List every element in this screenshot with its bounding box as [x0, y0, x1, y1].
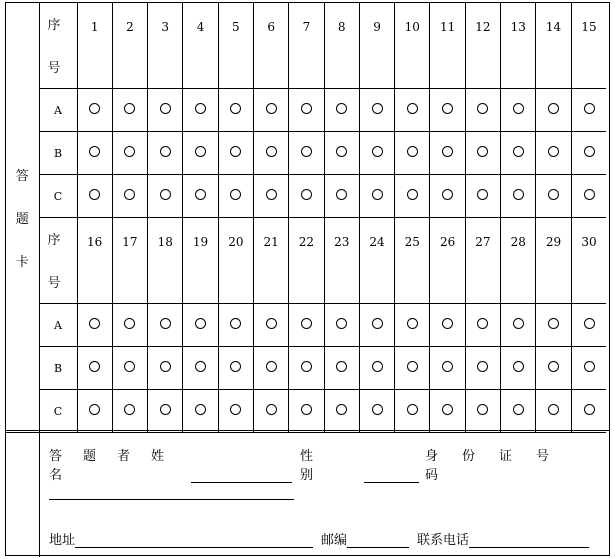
answer-bubble-cell — [218, 389, 253, 432]
answer-bubble-cell — [112, 346, 147, 389]
question-number-cell — [77, 217, 112, 303]
answer-bubble[interactable] — [548, 318, 559, 329]
answer-bubble-cell — [289, 131, 324, 174]
question-number: 12 — [475, 20, 491, 35]
header-label-char: 号 — [47, 276, 61, 291]
question-number: 5 — [232, 20, 240, 35]
gender-label: 性 别 — [300, 449, 355, 483]
answer-bubble[interactable] — [584, 361, 595, 372]
answer-bubble-cell — [253, 389, 288, 432]
question-number-cell — [536, 217, 571, 303]
question-number-cell — [289, 217, 324, 303]
answer-bubble[interactable] — [407, 404, 418, 415]
option-label: C — [53, 189, 63, 203]
answer-bubble-cell — [359, 346, 394, 389]
answer-bubble[interactable] — [230, 103, 241, 114]
answer-bubble-cell — [183, 131, 218, 174]
answer-bubble[interactable] — [301, 103, 312, 114]
answer-bubble-cell — [465, 346, 500, 389]
question-number: 14 — [545, 20, 562, 35]
question-number: 10 — [404, 20, 420, 35]
question-number-cell — [112, 3, 147, 88]
answer-bubble[interactable] — [477, 318, 488, 329]
answer-bubble-cell — [148, 131, 183, 174]
question-number-cell — [465, 3, 500, 88]
answer-bubble-cell — [359, 389, 394, 432]
answer-bubble[interactable] — [407, 189, 418, 200]
answer-bubble-cell — [218, 303, 253, 346]
answer-bubble[interactable] — [266, 404, 277, 415]
answer-bubble[interactable] — [372, 189, 383, 200]
name-field[interactable] — [191, 468, 292, 483]
answer-card — [5, 2, 610, 556]
answer-bubble[interactable] — [301, 361, 312, 372]
question-number: 20 — [228, 235, 244, 249]
answer-bubble[interactable] — [160, 189, 171, 200]
answer-bubble-cell — [465, 174, 500, 217]
answer-bubble-cell — [501, 174, 536, 217]
answer-bubble-cell — [218, 131, 253, 174]
id-number-field[interactable] — [49, 485, 294, 500]
question-number: 23 — [334, 235, 350, 249]
question-number-cell — [253, 217, 288, 303]
answer-bubble[interactable] — [266, 318, 277, 329]
answer-bubble-cell — [77, 131, 112, 174]
answer-bubble-cell — [571, 131, 606, 174]
answer-bubble[interactable] — [584, 318, 595, 329]
question-number-cell — [183, 217, 218, 303]
question-number-cell — [536, 3, 571, 88]
answer-bubble[interactable] — [301, 318, 312, 329]
answer-bubble[interactable] — [266, 146, 277, 157]
answer-bubble[interactable] — [195, 361, 206, 372]
question-number-cell — [571, 3, 606, 88]
question-number-cell — [148, 3, 183, 88]
question-number: 25 — [404, 235, 420, 249]
id-number-label: 身份证号码 — [425, 449, 574, 483]
answer-bubble-cell — [183, 174, 218, 217]
answer-bubble[interactable] — [89, 318, 100, 329]
side-label-char: 答 — [15, 168, 29, 184]
option-label: B — [53, 361, 63, 375]
answer-bubble[interactable] — [160, 146, 171, 157]
answer-bubble-cell — [183, 389, 218, 432]
answer-bubble[interactable] — [160, 103, 171, 114]
answer-bubble-cell — [430, 346, 465, 389]
question-number-cell — [501, 217, 536, 303]
answer-bubble[interactable] — [407, 146, 418, 157]
answer-bubble[interactable] — [230, 361, 241, 372]
question-number: 16 — [87, 235, 103, 249]
answer-bubble-cell — [148, 346, 183, 389]
answer-bubble-cell — [324, 174, 359, 217]
name-row — [49, 445, 602, 483]
answer-bubble[interactable] — [124, 361, 135, 372]
answer-bubble[interactable] — [584, 404, 595, 415]
answer-bubble[interactable] — [124, 318, 135, 329]
answer-bubble[interactable] — [548, 189, 559, 200]
question-number: 3 — [161, 20, 170, 35]
answer-bubble-cell — [289, 389, 324, 432]
answer-bubble[interactable] — [477, 189, 488, 200]
answer-bubble-cell — [112, 389, 147, 432]
question-number: 15 — [581, 20, 597, 35]
answer-bubble-cell — [253, 88, 288, 131]
answer-bubble-cell — [501, 389, 536, 432]
answer-bubble-cell — [501, 131, 536, 174]
option-label-cell — [39, 88, 77, 131]
question-number-cell — [571, 217, 606, 303]
answer-bubble[interactable] — [513, 404, 524, 415]
answer-bubble[interactable] — [442, 318, 453, 329]
answer-bubble[interactable] — [442, 361, 453, 372]
option-label: A — [54, 103, 62, 117]
answer-bubble-cell — [253, 346, 288, 389]
answer-bubble[interactable] — [89, 146, 100, 157]
answer-bubble-cell — [77, 174, 112, 217]
answer-bubble[interactable] — [301, 189, 312, 200]
question-number: 13 — [510, 20, 526, 35]
answer-bubble-cell — [218, 88, 253, 131]
phone-label: 联系电话 — [417, 533, 470, 548]
answer-bubble-cell — [324, 303, 359, 346]
answer-bubble-cell — [112, 131, 147, 174]
id-number-row — [49, 485, 294, 500]
answer-bubble[interactable] — [513, 318, 524, 329]
question-number: 9 — [373, 20, 381, 35]
answer-bubble-cell — [112, 303, 147, 346]
answer-bubble-cell — [77, 389, 112, 432]
question-number: 2 — [126, 20, 134, 35]
answer-bubble[interactable] — [407, 361, 418, 372]
answer-bubble-cell — [536, 88, 571, 131]
question-number: 30 — [581, 235, 597, 249]
answer-bubble-cell — [324, 131, 359, 174]
answer-card-side-label — [6, 3, 39, 432]
answer-bubble[interactable] — [124, 103, 135, 114]
answer-bubble[interactable] — [372, 146, 383, 157]
answer-bubble-cell — [218, 346, 253, 389]
answer-grid — [6, 3, 606, 433]
answer-bubble[interactable] — [513, 189, 524, 200]
header-label-cell — [39, 3, 77, 88]
answer-bubble-cell — [465, 131, 500, 174]
answer-bubble[interactable] — [372, 318, 383, 329]
answer-bubble[interactable] — [407, 318, 418, 329]
answer-bubble-cell — [324, 88, 359, 131]
side-label-char: 题 — [15, 211, 29, 227]
answer-bubble[interactable] — [195, 404, 206, 415]
answer-bubble[interactable] — [477, 103, 488, 114]
answer-bubble[interactable] — [513, 146, 524, 157]
answer-bubble-cell — [571, 88, 606, 131]
answer-bubble[interactable] — [89, 361, 100, 372]
answer-bubble[interactable] — [442, 146, 453, 157]
question-number-cell — [218, 217, 253, 303]
question-number: 22 — [298, 235, 315, 249]
question-number-cell — [77, 3, 112, 88]
header-label-char: 序 — [47, 233, 61, 248]
answer-bubble[interactable] — [442, 189, 453, 200]
answer-bubble[interactable] — [195, 189, 206, 200]
question-number-cell — [395, 217, 430, 303]
answer-bubble[interactable] — [336, 103, 347, 114]
answer-bubble-cell — [395, 346, 430, 389]
answer-bubble[interactable] — [89, 103, 100, 114]
answer-bubble[interactable] — [548, 103, 559, 114]
answer-bubble-cell — [253, 174, 288, 217]
option-label-cell — [39, 174, 77, 217]
footer-side-divider — [39, 431, 40, 557]
answer-bubble-cell — [571, 174, 606, 217]
answer-bubble[interactable] — [266, 189, 277, 200]
answer-bubble[interactable] — [230, 404, 241, 415]
answer-bubble-cell — [77, 346, 112, 389]
answer-bubble[interactable] — [266, 103, 277, 114]
question-number-cell — [465, 217, 500, 303]
answer-bubble-cell — [395, 303, 430, 346]
answer-bubble-cell — [430, 174, 465, 217]
question-number: 21 — [263, 235, 279, 249]
answer-bubble-cell — [465, 88, 500, 131]
answer-bubble-cell — [77, 303, 112, 346]
answer-bubble-cell — [430, 389, 465, 432]
answer-bubble-cell — [148, 389, 183, 432]
question-number-cell — [324, 217, 359, 303]
question-number: 19 — [192, 235, 209, 249]
question-number-cell — [395, 3, 430, 88]
answer-bubble[interactable] — [407, 103, 418, 114]
answer-bubble-cell — [395, 389, 430, 432]
answer-bubble[interactable] — [372, 404, 383, 415]
answer-bubble[interactable] — [584, 103, 595, 114]
answer-bubble[interactable] — [195, 103, 206, 114]
answer-bubble-cell — [148, 303, 183, 346]
answer-bubble[interactable] — [124, 146, 135, 157]
question-number-cell — [430, 217, 465, 303]
answer-bubble-cell — [324, 389, 359, 432]
answer-bubble-cell — [395, 88, 430, 131]
answer-bubble[interactable] — [336, 318, 347, 329]
answer-bubble[interactable] — [336, 146, 347, 157]
question-number: 28 — [510, 235, 526, 249]
question-number-cell — [289, 3, 324, 88]
answer-bubble-cell — [501, 346, 536, 389]
answer-bubble-cell — [571, 389, 606, 432]
answer-bubble-cell — [112, 88, 147, 131]
answer-bubble[interactable] — [195, 146, 206, 157]
question-number: 18 — [157, 235, 173, 249]
answer-bubble-cell — [148, 88, 183, 131]
answer-bubble-cell — [571, 346, 606, 389]
question-number: 7 — [302, 20, 311, 35]
answer-bubble[interactable] — [477, 361, 488, 372]
question-number-cell — [501, 3, 536, 88]
answer-bubble[interactable] — [372, 361, 383, 372]
question-number-cell — [430, 3, 465, 88]
answer-bubble[interactable] — [89, 404, 100, 415]
answer-bubble-cell — [112, 174, 147, 217]
header-label-cell — [39, 217, 77, 303]
postcode-label: 邮编 — [321, 533, 348, 548]
answer-bubble[interactable] — [230, 146, 241, 157]
name-label: 答题者姓名 — [49, 449, 186, 483]
answer-bubble-cell — [465, 389, 500, 432]
answer-bubble[interactable] — [124, 189, 135, 200]
answer-bubble-cell — [571, 303, 606, 346]
answer-bubble[interactable] — [336, 189, 347, 200]
question-number-cell — [324, 3, 359, 88]
answer-bubble[interactable] — [160, 318, 171, 329]
answer-bubble[interactable] — [160, 404, 171, 415]
answer-bubble-cell — [324, 346, 359, 389]
option-label: A — [54, 318, 62, 332]
answer-bubble[interactable] — [266, 361, 277, 372]
answer-bubble-cell — [77, 88, 112, 131]
answer-bubble[interactable] — [301, 404, 312, 415]
question-number: 17 — [122, 235, 138, 249]
answer-bubble-cell — [289, 174, 324, 217]
answer-bubble[interactable] — [548, 404, 559, 415]
question-number: 29 — [545, 235, 562, 249]
answer-bubble[interactable] — [548, 146, 559, 157]
answer-bubble[interactable] — [442, 404, 453, 415]
answer-bubble-cell — [359, 303, 394, 346]
question-number-cell — [218, 3, 253, 88]
answer-bubble[interactable] — [513, 103, 524, 114]
question-number: 6 — [267, 20, 275, 35]
answer-bubble[interactable] — [442, 103, 453, 114]
answer-bubble-cell — [501, 303, 536, 346]
answer-bubble-cell — [395, 131, 430, 174]
answer-bubble-cell — [289, 88, 324, 131]
answer-bubble[interactable] — [584, 146, 595, 157]
question-number-cell — [359, 3, 394, 88]
answer-bubble-cell — [395, 174, 430, 217]
answer-bubble[interactable] — [372, 103, 383, 114]
answer-bubble-cell — [148, 174, 183, 217]
answer-bubble[interactable] — [230, 189, 241, 200]
question-number: 8 — [337, 20, 346, 35]
answer-bubble-cell — [359, 88, 394, 131]
answer-bubble[interactable] — [477, 146, 488, 157]
question-number-cell — [253, 3, 288, 88]
answer-bubble-cell — [359, 174, 394, 217]
option-label-cell — [39, 131, 77, 174]
header-label-char: 序 — [47, 18, 61, 34]
question-number-cell — [183, 3, 218, 88]
answer-bubble[interactable] — [230, 318, 241, 329]
answer-bubble-cell — [253, 131, 288, 174]
question-number: 4 — [196, 20, 205, 35]
option-label-cell — [39, 346, 77, 389]
answer-bubble-cell — [183, 88, 218, 131]
answer-bubble[interactable] — [584, 189, 595, 200]
answer-bubble-cell — [183, 346, 218, 389]
answer-bubble[interactable] — [89, 189, 100, 200]
answer-bubble-cell — [501, 88, 536, 131]
answer-bubble-cell — [183, 303, 218, 346]
answer-bubble-cell — [536, 389, 571, 432]
address-row — [49, 529, 589, 548]
answer-bubble-cell — [536, 131, 571, 174]
header-label-char: 号 — [47, 61, 61, 77]
answer-bubble-cell — [430, 303, 465, 346]
question-number: 24 — [369, 235, 385, 249]
option-label-cell — [39, 303, 77, 346]
answer-bubble[interactable] — [195, 318, 206, 329]
answer-bubble-cell — [289, 303, 324, 346]
answer-bubble-cell — [253, 303, 288, 346]
option-label: C — [53, 404, 63, 418]
question-number-cell — [359, 217, 394, 303]
answer-bubble-cell — [465, 303, 500, 346]
option-label: B — [53, 146, 63, 160]
address-field[interactable] — [75, 533, 313, 548]
phone-field[interactable] — [469, 533, 589, 548]
answer-bubble[interactable] — [124, 404, 135, 415]
answer-bubble-cell — [289, 346, 324, 389]
question-number: 26 — [439, 235, 456, 249]
answer-bubble[interactable] — [336, 361, 347, 372]
answer-bubble-cell — [536, 174, 571, 217]
question-number: 27 — [475, 235, 491, 249]
answer-bubble-cell — [359, 131, 394, 174]
answer-bubble[interactable] — [301, 146, 312, 157]
question-number-cell — [112, 217, 147, 303]
question-number: 1 — [90, 20, 99, 35]
address-label: 地址 — [49, 533, 76, 548]
answer-bubble-cell — [218, 174, 253, 217]
option-label-cell — [39, 389, 77, 432]
answer-bubble-cell — [536, 303, 571, 346]
answer-bubble[interactable] — [160, 361, 171, 372]
answer-bubble[interactable] — [513, 361, 524, 372]
answer-bubble[interactable] — [548, 361, 559, 372]
question-number: 11 — [439, 20, 456, 35]
answer-bubble-cell — [536, 346, 571, 389]
answer-bubble[interactable] — [336, 404, 347, 415]
applicant-info-section — [6, 430, 609, 557]
postcode-field[interactable] — [347, 533, 409, 548]
answer-bubble-cell — [430, 88, 465, 131]
question-number-cell — [148, 217, 183, 303]
side-label-char: 卡 — [15, 254, 29, 270]
answer-bubble-cell — [430, 131, 465, 174]
gender-field[interactable] — [364, 468, 419, 483]
answer-bubble[interactable] — [477, 404, 488, 415]
